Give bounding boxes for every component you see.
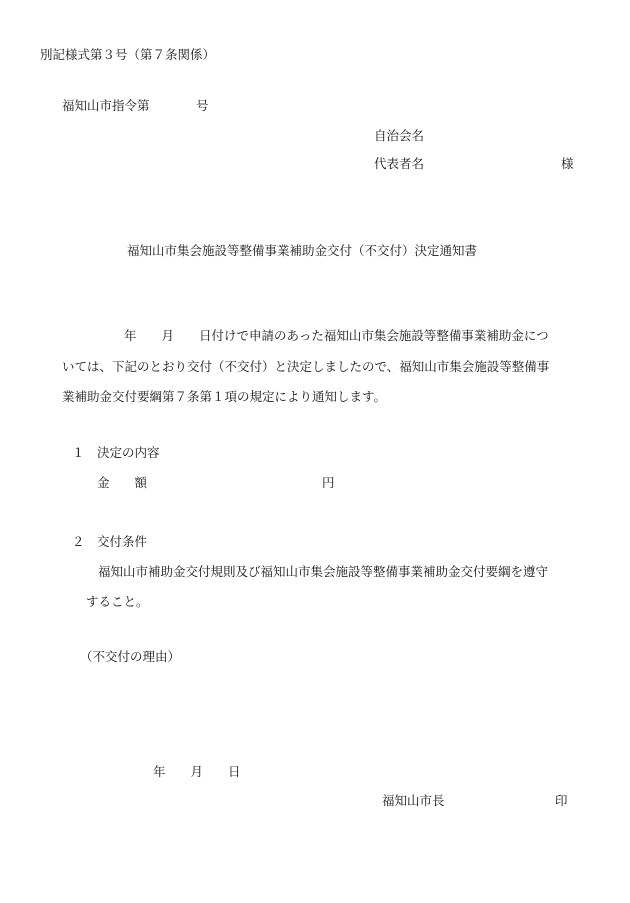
seal-mark: 印 [555,793,568,808]
body-text-line-3: 業補助金交付要綱第７条第１項の規定により通知します。 [62,389,387,404]
body-text-line-2: いては、下記のとおり交付（不交付）と決定しましたので、福知山市集会施設等整備事 [62,359,550,374]
directive-number-prefix: 福知山市指令第 [62,98,150,113]
amount-unit: 円 [322,475,335,490]
condition-line-2: すること。 [86,594,149,609]
addressee-representative: 代表者名 [374,156,425,171]
addressee-association: 自治会名 [374,128,425,143]
directive-number-suffix: 号 [196,98,209,113]
document-title: 福知山市集会施設等整備事業補助金交付（不交付）決定通知書 [127,243,478,258]
form-label: 別記様式第３号（第７条関係） [40,47,216,62]
section-2-heading: ２ 交付条件 [72,534,148,549]
issuer-name: 福知山市長 [382,793,445,808]
amount-label: 金 額 [97,475,148,490]
honorific: 様 [561,156,574,171]
body-text-line-1: 年 月 日付けで申請のあった福知山市集会施設等整備事業補助金につ [124,328,549,343]
section-1-heading: １ 決定の内容 [72,445,160,460]
issue-date: 年 月 日 [153,764,241,779]
non-grant-reason-label: （不交付の理由） [80,649,181,664]
condition-line-1: 福知山市補助金交付規則及び福知山市集会施設等整備事業補助金交付要綱を遵守 [98,564,549,579]
